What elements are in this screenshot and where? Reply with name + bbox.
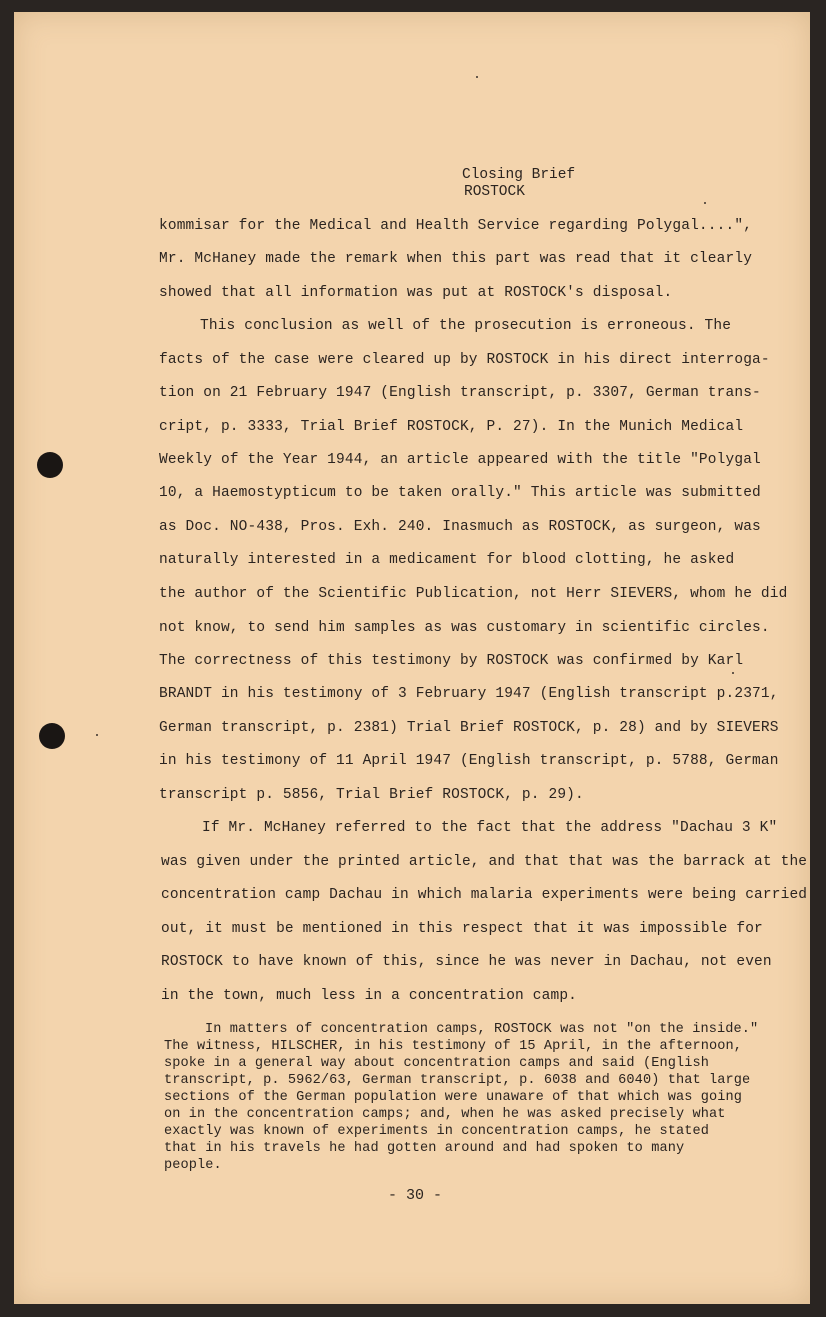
body-line: not know, to send him samples as was customary in scientific circles. (159, 620, 770, 636)
body-line: concentration camp Dachau in which malaria experiments were being carried (161, 887, 808, 903)
footnote-line: on in the concentration camps; and, when he was asked precisely what (164, 1107, 726, 1122)
footnote-line: exactly was known of experiments in concentration camps, he stated (164, 1124, 709, 1139)
body-line: German transcript, p. 2381) Trial Brief ROSTOCK, p. 28) and by SIEVERS (159, 720, 779, 736)
body-line: This conclusion as well of the prosecution is erroneous. The (200, 318, 732, 334)
footnote-line: people. (164, 1158, 222, 1173)
document-header (462, 167, 575, 201)
header-subtitle: ROSTOCK (464, 184, 525, 200)
paper-speck (96, 734, 98, 736)
footnote-line: that in his travels he had gotten around and had spoken to many (164, 1141, 685, 1156)
body-line: ROSTOCK to have known of this, since he was never in Dachau, not even (161, 954, 772, 970)
body-line: cript, p. 3333, Trial Brief ROSTOCK, P. 27). In the Munich Medical (159, 419, 744, 435)
body-line: tion on 21 February 1947 (English transcript, p. 3307, German trans- (159, 385, 761, 401)
body-line: in the town, much less in a concentration camp. (161, 988, 578, 1004)
body-line: naturally interested in a medicament for blood clotting, he asked (159, 552, 735, 568)
body-line: in his testimony of 11 April 1947 (English transcript, p. 5788, German (159, 753, 779, 769)
body-line: out, it must be mentioned in this respect that it was impossible for (161, 921, 763, 937)
binder-hole-top (37, 452, 63, 478)
binder-hole-bottom (39, 723, 65, 749)
body-line: If Mr. McHaney referred to the fact that the address "Dachau 3 K" (202, 820, 778, 836)
footnote-line: sections of the German population were unaware of that which was going (164, 1090, 743, 1105)
footnote-line: spoke in a general way about concentration camps and said (English (164, 1056, 709, 1071)
footnote-line: transcript, p. 5962/63, German transcript, p. 6038 and 6040) that large (164, 1073, 751, 1088)
document-page (14, 12, 810, 1304)
paper-speck (732, 672, 734, 674)
body-line: Mr. McHaney made the remark when this part was read that it clearly (159, 251, 753, 267)
body-line: as Doc. NO-438, Pros. Exh. 240. Inasmuch as ROSTOCK, as surgeon, was (159, 519, 761, 535)
body-line: transcript p. 5856, Trial Brief ROSTOCK, p. 29). (159, 787, 584, 803)
paper-speck (704, 202, 706, 204)
body-line: was given under the printed article, and that that was the barrack at the (161, 854, 808, 870)
body-line: 10, a Haemostypticum to be taken orally." This article was submitted (159, 485, 761, 501)
body-line: BRANDT in his testimony of 3 February 1947 (English transcript p.2371, (159, 686, 779, 702)
page-number: - 30 - (388, 1187, 443, 1204)
body-line: kommisar for the Medical and Health Service regarding Polygal....", (159, 218, 753, 234)
footnote-line: The witness, HILSCHER, in his testimony of 15 April, in the afternoon, (164, 1039, 743, 1054)
body-line: The correctness of this testimony by ROSTOCK was confirmed by Karl (159, 653, 744, 669)
body-line: Weekly of the Year 1944, an article appeared with the title "Polygal (159, 452, 761, 468)
body-line: the author of the Scientific Publication, not Herr SIEVERS, whom he did (159, 586, 788, 602)
header-title: Closing Brief (462, 167, 576, 183)
footnote-line: In matters of concentration camps, ROSTOCK was not "on the inside." (205, 1022, 759, 1037)
body-line: facts of the case were cleared up by ROSTOCK in his direct interroga- (159, 352, 770, 368)
paper-speck (476, 76, 478, 78)
body-line: showed that all information was put at ROSTOCK's disposal. (159, 285, 673, 301)
